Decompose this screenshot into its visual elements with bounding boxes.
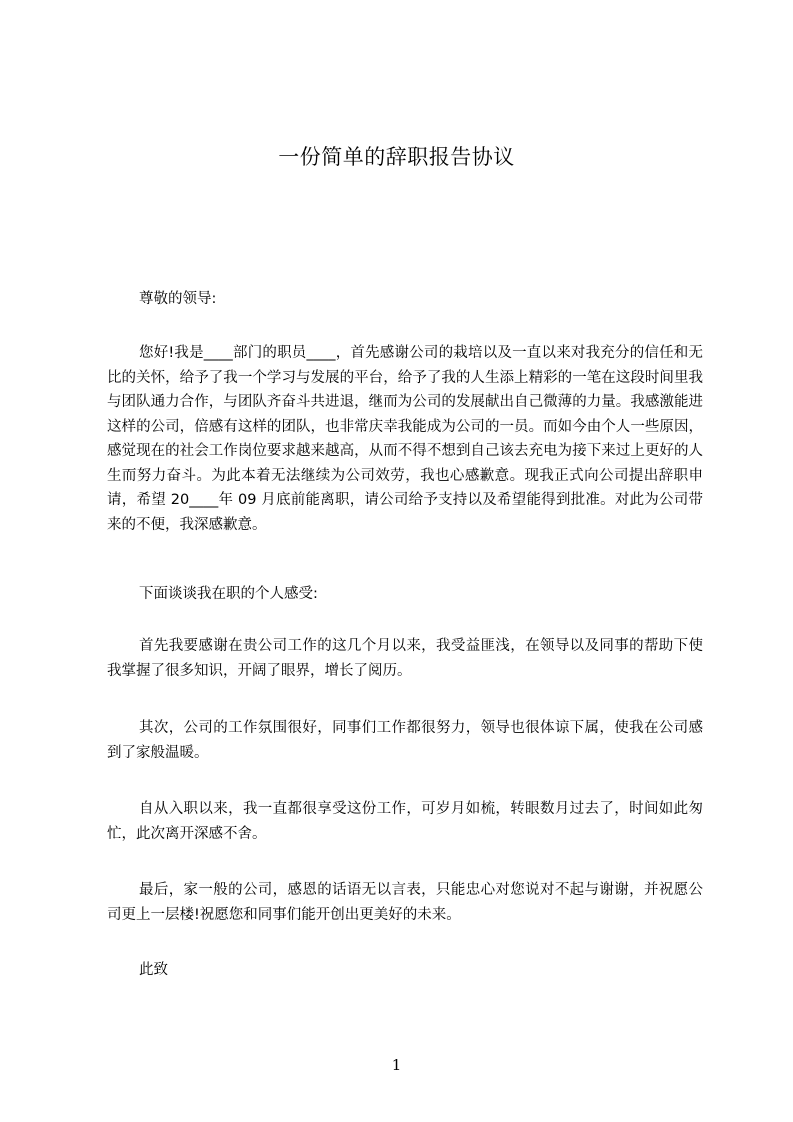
section-heading-feelings: 下面谈谈我在职的个人感受: [139, 586, 318, 602]
document-title: 一份简单的辞职报告协议 [278, 145, 515, 169]
salutation: 尊敬的领导: [139, 291, 217, 307]
paragraph-final: 最后，家一般的公司，感恩的话语无以言表，只能忠心对您说对不起与谢谢，并祝愿公司更上一层楼!祝愿您和同事们能开创出更美好的未来。 [107, 882, 703, 923]
closing: 此致 [139, 962, 168, 978]
paragraph-atmosphere: 其次，公司的工作氛围很好，同事们工作都很努力，领导也很体谅下属，使我在公司感到了家般温暖。 [107, 720, 703, 761]
page-number: 1 [391, 1056, 402, 1074]
paragraph-time: 自从入职以来，我一直都很享受这份工作，可岁月如梳，转眼数月过去了，时间如此匆忙，此次离开深感不舍。 [107, 801, 703, 842]
paragraph-thanks: 首先我要感谢在贵公司工作的这几个月以来，我受益匪浅，在领导以及同事的帮助下使我掌握了很多知识，开阔了眼界，增长了阅历。 [107, 638, 703, 679]
paragraph-intro: 您好!我是____部门的职员____，首先感谢公司的栽培以及一直以来对我充分的信任和无比的关怀，给予了我一个学习与发展的平台，给予了我的人生添上精彩的一笔在这段时间里我与团队通力合作，与团队齐奋斗共进退，继而为公司的发展献出自己微薄的力量。我感激能进这样的公司，倍感有这样的团队，也非常庆幸我能成为公司的一员。而如今由个人一些原因，感觉现在的社会工作岗位要求越来越高，从而不得不想到自己该去充电为接下来过上更好的人生而努力奋斗。为此本着无法继续为公司效劳，我也心感歉意。现我正式向公司提出辞职申请，希望 20____年 09 月底前能离职，请公司给予支持以及希望能得到批准。对此为公司带来的不便，我深感歉意。 [107, 345, 703, 533]
